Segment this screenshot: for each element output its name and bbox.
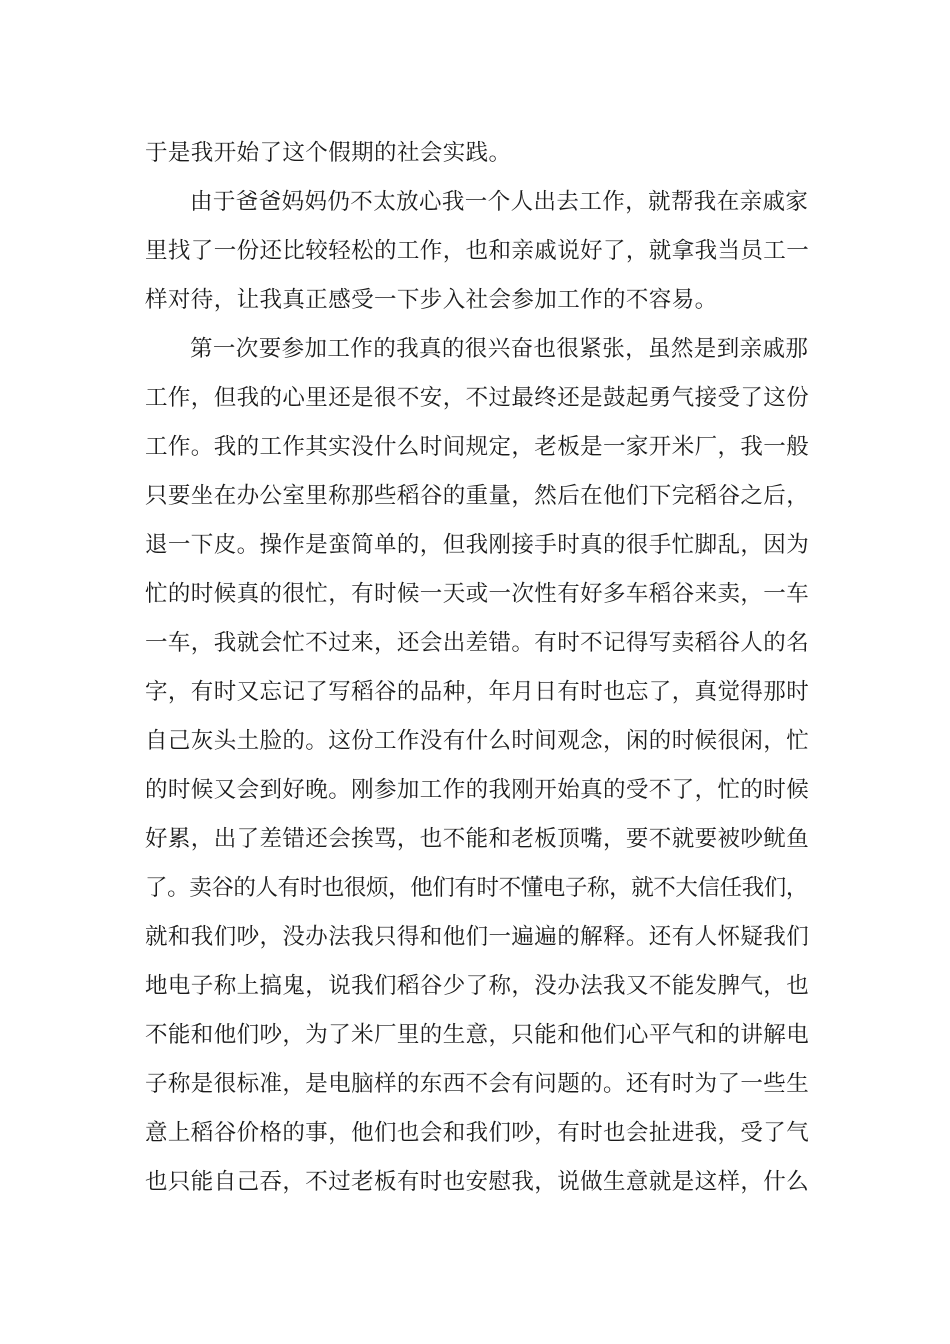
text-line: 子称是很标准，是电脑样的东西不会有问题的。还有时为了一些生 bbox=[145, 1071, 810, 1097]
paragraph-start-line: 第一次要参加工作的我真的很兴奋也很紧张，虽然是到亲戚那 bbox=[190, 336, 809, 362]
text-line: 不能和他们吵，为了米厂里的生意，只能和他们心平气和的讲解电 bbox=[145, 1022, 810, 1048]
text-line: 字，有时又忘记了写稻谷的品种，年月日有时也忘了，真觉得那时 bbox=[145, 679, 810, 705]
text-line: 好累，出了差错还会挨骂，也不能和老板顶嘴，要不就要被吵鱿鱼 bbox=[145, 826, 810, 852]
text-line: 的时候又会到好晚。刚参加工作的我刚开始真的受不了，忙的时候 bbox=[145, 777, 810, 803]
text-line: 就和我们吵，没办法我只得和他们一遍遍的解释。还有人怀疑我们 bbox=[145, 924, 810, 950]
text-line: 也只能自己吞，不过老板有时也安慰我，说做生意就是这样，什么 bbox=[145, 1169, 810, 1195]
text-line: 一车，我就会忙不过来，还会出差错。有时不记得写卖稻谷人的名 bbox=[145, 630, 810, 656]
text-line: 地电子称上搞鬼，说我们稻谷少了称，没办法我又不能发脾气，也 bbox=[145, 973, 810, 999]
text-line: 退一下皮。操作是蛮简单的，但我刚接手时真的很手忙脚乱，因为 bbox=[145, 532, 810, 558]
text-line: 样对待，让我真正感受一下步入社会参加工作的不容易。 bbox=[145, 287, 718, 313]
text-line: 工作。我的工作其实没什么时间规定，老板是一家开米厂，我一般 bbox=[145, 434, 810, 460]
text-line: 工作，但我的心里还是很不安，不过最终还是鼓起勇气接受了这份 bbox=[145, 385, 810, 411]
body-text bbox=[145, 129, 825, 1207]
text-line: 了。卖谷的人有时也很烦，他们有时不懂电子称，就不大信任我们， bbox=[145, 875, 809, 901]
text-line: 于是我开始了这个假期的社会实践。 bbox=[145, 140, 512, 166]
text-line: 里找了一份还比较轻松的工作，也和亲戚说好了，就拿我当员工一 bbox=[145, 238, 810, 264]
text-line: 只要坐在办公室里称那些稻谷的重量，然后在他们下完稻谷之后， bbox=[145, 483, 810, 509]
paragraph-start-line: 由于爸爸妈妈仍不太放心我一个人出去工作，就帮我在亲戚家 bbox=[190, 189, 809, 215]
text-line: 忙的时候真的很忙，有时候一天或一次性有好多车稻谷来卖，一车 bbox=[145, 581, 810, 607]
text-line: 意上稻谷价格的事，他们也会和我们吵，有时也会扯进我，受了气 bbox=[145, 1120, 810, 1146]
text-line: 自己灰头土脸的。这份工作没有什么时间观念，闲的时候很闲，忙 bbox=[145, 728, 810, 754]
